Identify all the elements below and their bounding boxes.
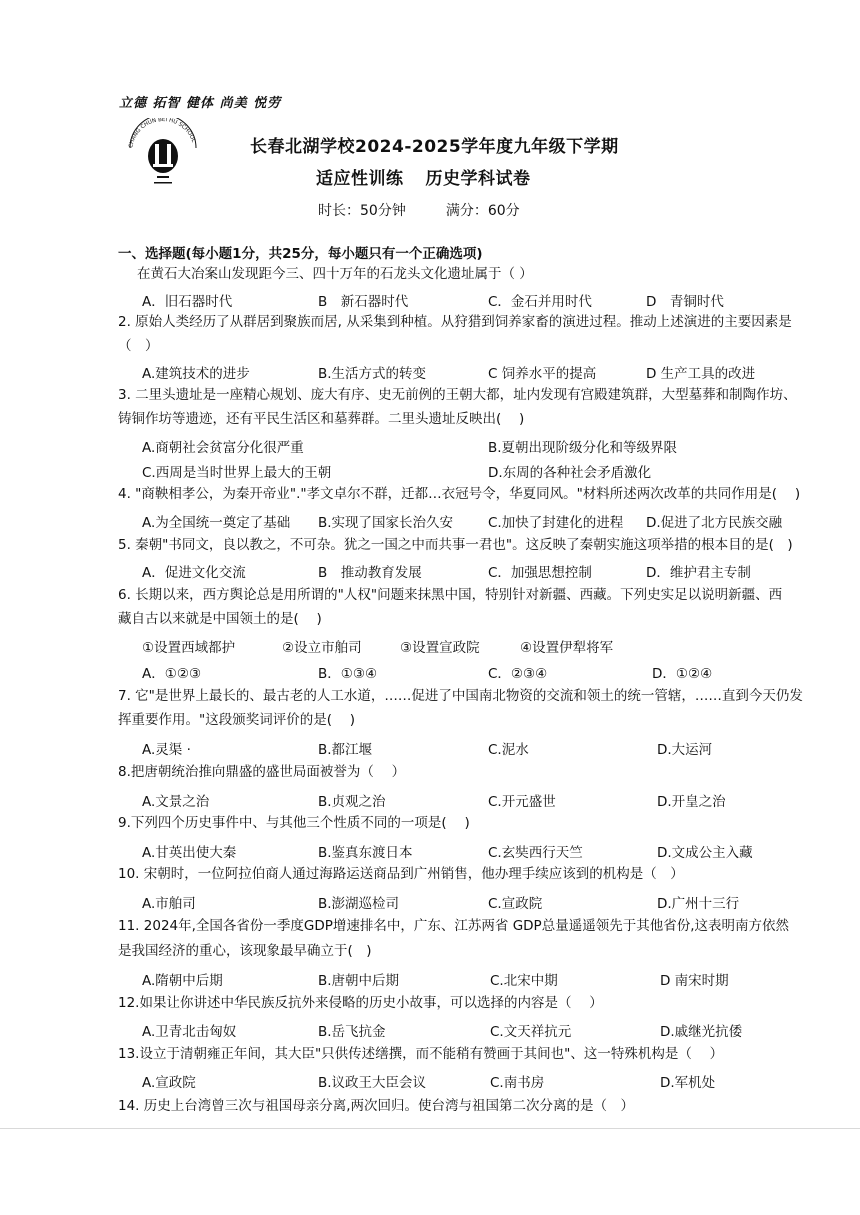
question-stem: 11. 2024年,全国各省份一季度GDP增速排名中，广东、江苏两省 GDP总量遥遥领先于其他省份,这表明南方依然 bbox=[118, 918, 789, 934]
section-heading: 一、选择题(每小题1分，共25分，每小题只有一个正确选项) bbox=[118, 246, 483, 262]
question-stem-cont: 挥重要作用。"这段颁奖词评价的是( ) bbox=[118, 712, 356, 728]
option-d: D.广州十三行 bbox=[657, 896, 740, 912]
option-a: A.建筑技术的进步 bbox=[142, 366, 250, 382]
question-stem-cont: （ ） bbox=[118, 338, 159, 354]
exam-subtitle bbox=[316, 164, 531, 189]
option-a: A．①②③ bbox=[142, 666, 202, 682]
question-stem: 2. 原始人类经历了从群居到聚族而居, 从采集到种植。从狩猎到饲养家畜的演进过程。推动上述演进的主要因素是 bbox=[118, 314, 792, 330]
option-c: C.西周是当时世界上最大的王朝 bbox=[142, 465, 332, 481]
question-stem: 6. 长期以来，西方舆论总是用所谓的"人权"问题来抹黑中国，特别针对新疆、西藏。下列史实足以说明新疆、西 bbox=[118, 587, 783, 603]
option-c: C．加强思想控制 bbox=[488, 565, 592, 581]
statement-item: ④设置伊犁将军 bbox=[520, 640, 614, 656]
option-a: A.宣政院 bbox=[142, 1075, 196, 1091]
option-d: D 青铜时代 bbox=[646, 294, 724, 310]
option-b: B 新石器时代 bbox=[318, 294, 409, 310]
option-c: C.南书房 bbox=[490, 1075, 545, 1091]
option-b: B.都江堰 bbox=[318, 742, 373, 758]
option-a: A.文景之治 bbox=[142, 794, 210, 810]
logo-arc-text: CHANG CHUN BEI HU SCHOOL bbox=[128, 118, 197, 149]
question-stem: 9.下列四个历史事件中、与其他三个性质不同的一项是( ) bbox=[118, 815, 470, 831]
statement-item: ①设置西域都护 bbox=[142, 640, 236, 656]
subtitle-training: 适应性训练 bbox=[316, 169, 404, 189]
question-stem: 3. 二里头遗址是一座精心规划、庞大有序、史无前例的王朝大都，址内发现有宫殿建筑群，大型墓葬和制陶作坊、 bbox=[118, 387, 797, 403]
option-c: C.开元盛世 bbox=[488, 794, 556, 810]
question-stem: 10. 宋朝时，一位阿拉伯商人通过海路运送商品到广州销售，他办理手续应该到的机构是（ ） bbox=[118, 866, 684, 882]
subtitle-paper: 历史学科试卷 bbox=[425, 169, 531, 189]
exam-full-score: 满分：60分 bbox=[445, 203, 520, 219]
option-d: D．①②④ bbox=[652, 666, 713, 682]
question-stem-cont: 藏自古以来就是中国领土的是( ) bbox=[118, 611, 322, 627]
page-edge-line bbox=[0, 1128, 860, 1129]
statement-item: ②设立市舶司 bbox=[282, 640, 362, 656]
option-a: A.为全国统一奠定了基础 bbox=[142, 515, 291, 531]
option-a: A.商朝社会贫富分化很严重 bbox=[142, 440, 304, 456]
option-d: D.文成公主入藏 bbox=[657, 845, 753, 861]
question-stem-cont: 铸铜作坊等遗迹，还有平民生活区和墓葬群。二里头遗址反映出( ) bbox=[118, 411, 525, 427]
option-b: B.澎湖巡检司 bbox=[318, 896, 400, 912]
option-c: C.泥水 bbox=[488, 742, 529, 758]
exam-title: 长春北湖学校2024-2025学年度九年级下学期 bbox=[250, 137, 619, 157]
school-logo bbox=[118, 118, 208, 190]
option-d: D.军机处 bbox=[660, 1075, 716, 1091]
option-b: B.生活方式的转变 bbox=[318, 366, 427, 382]
option-c: C.文天祥抗元 bbox=[490, 1024, 572, 1040]
option-d: D.戚继光抗倭 bbox=[660, 1024, 743, 1040]
exam-duration: 时长：50分钟 bbox=[318, 203, 406, 219]
exam-meta bbox=[318, 200, 520, 220]
option-a: A.市舶司 bbox=[142, 896, 196, 912]
option-a: A.灵渠 · bbox=[142, 742, 191, 758]
option-d: D.促进了北方民族交融 bbox=[646, 515, 783, 531]
option-b: B.鉴真东渡日本 bbox=[318, 845, 413, 861]
option-a: A．促进文化交流 bbox=[142, 565, 246, 581]
option-b: B．①③④ bbox=[318, 666, 378, 682]
question-stem: 在黄石大冶案山发现距今三、四十万年的石龙头文化遗址属于（ ） bbox=[137, 266, 533, 282]
option-c: C.玄奘西行天竺 bbox=[488, 845, 583, 861]
question-stem: 4. "商鞅相孝公，为秦开帝业"."孝文卓尔不群，迁都…衣冠号令，华夏同风。"材料所述两次改革的共同作用是( ) bbox=[118, 486, 801, 502]
question-stem: 13.设立于清朝雍正年间，其大臣"只供传述缮撰，而不能稍有赞画于其间也"、这一特殊机构是（ ） bbox=[118, 1046, 724, 1062]
school-motto: 立德 拓智 健体 尚美 悦劳 bbox=[119, 96, 282, 111]
option-b: B.实现了国家长治久安 bbox=[318, 515, 454, 531]
question-stem: 5. 秦朝"书同文，良以教之，不可杂。犹之一国之中而共事一君也"。这反映了秦朝实施这项举措的根本目的是( ) bbox=[118, 537, 793, 553]
option-b: B.贞观之治 bbox=[318, 794, 386, 810]
option-b: B.议政王大臣会议 bbox=[318, 1075, 427, 1091]
question-stem: 7. 它"是世界上最长的、最古老的人工水道，……促进了中国南北物资的交流和领土的统一管辖，……直到今天仍发 bbox=[118, 688, 803, 704]
question-stem-cont: 是我国经济的重心，该现象最早确立于( ) bbox=[118, 943, 372, 959]
option-a: A．旧石器时代 bbox=[142, 294, 233, 310]
option-d: D 南宋时期 bbox=[660, 973, 729, 989]
option-b: B.岳飞抗金 bbox=[318, 1024, 386, 1040]
option-a: A.隋朝中后期 bbox=[142, 973, 223, 989]
statement-item: ③设置宣政院 bbox=[400, 640, 480, 656]
option-c: C.宣政院 bbox=[488, 896, 543, 912]
option-b: B.夏朝出现阶级分化和等级界限 bbox=[488, 440, 678, 456]
option-d: D 生产工具的改进 bbox=[646, 366, 756, 382]
option-b: B 推动教育发展 bbox=[318, 565, 422, 581]
option-d: D.大运河 bbox=[657, 742, 713, 758]
option-d: D.东周的各种社会矛盾激化 bbox=[488, 465, 652, 481]
option-d: D．维护君主专制 bbox=[646, 565, 751, 581]
option-c: C.加快了封建化的进程 bbox=[488, 515, 624, 531]
option-a: A.卫青北击匈奴 bbox=[142, 1024, 237, 1040]
option-c: C.北宋中期 bbox=[490, 973, 558, 989]
question-stem: 8.把唐朝统治推向鼎盛的盛世局面被誉为（ ） bbox=[118, 764, 406, 780]
question-stem: 12.如果让你讲述中华民族反抗外来侵略的历史小故事，可以选择的内容是（ ） bbox=[118, 995, 603, 1011]
option-a: A.甘英出使大秦 bbox=[142, 845, 237, 861]
option-c: C．金石并用时代 bbox=[488, 294, 592, 310]
option-b: B.唐朝中后期 bbox=[318, 973, 400, 989]
option-c: C．②③④ bbox=[488, 666, 548, 682]
option-d: D.开皇之治 bbox=[657, 794, 726, 810]
option-c: C 饲养水平的提高 bbox=[488, 366, 597, 382]
question-stem: 14. 历史上台湾曾三次与祖国母亲分离,两次回归。使台湾与祖国第二次分离的是（ ） bbox=[118, 1098, 635, 1114]
